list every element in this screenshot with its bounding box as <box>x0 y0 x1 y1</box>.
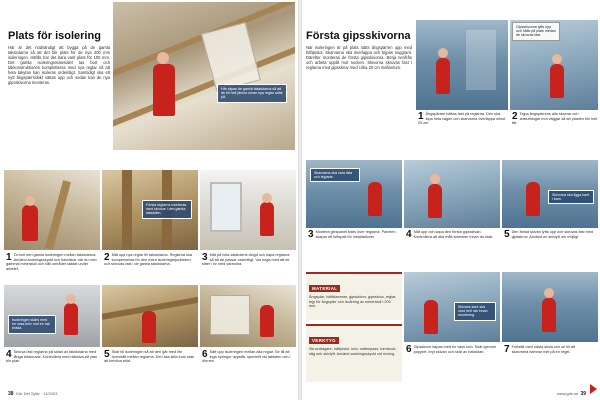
step-photo-5 <box>102 285 198 347</box>
material-sidebar <box>306 272 402 320</box>
next-page-arrow-icon <box>590 384 597 394</box>
right-step-3: 3 Montera glespanel tvärs över reglarna. Panelen skapar ett luftspalt för installationer. <box>308 229 396 240</box>
left-footer <box>8 391 57 397</box>
right-photo-1 <box>416 20 508 110</box>
step-photo-6 <box>200 285 296 347</box>
left-step-6: 6 Sätt upp isoleringen mellan alla reglar. Se till att inga springor uppstår, speciellt vid takfoten och i hörnen. <box>202 349 291 364</box>
right-step-callout-2: Skivorna ska ligga kant i kant. <box>548 190 594 204</box>
step-photo-2 <box>102 170 198 250</box>
right-footer-text: www.gds.se <box>556 391 579 396</box>
left-page-title: Plats för isolering <box>8 30 101 42</box>
right-step-6: 6 Gipsskivor kapas med en vass kniv. Skär igenom pappret, bryt skivan och skär av baksidan. <box>406 344 497 355</box>
right-photo-2 <box>510 20 598 110</box>
left-page-number: 38 <box>8 391 14 397</box>
left-step-5: 5 Skär till isoleringen så att den går med lite övermått mellan reglarna. Den ska sitta kvar utan att behöva stöd. <box>104 349 195 364</box>
left-page <box>0 0 298 400</box>
step-photo-1 <box>4 170 100 250</box>
material-heading: MATERIAL <box>309 285 340 292</box>
right-photo-5 <box>502 160 598 228</box>
step-callout-2: Isoleringen skärs med en vass kniv mot en rak bräda. <box>8 315 56 334</box>
step-callout-1: Första reglarna monteras med skruvar i den gamla takstolen. <box>142 200 192 219</box>
verktyg-heading: VERKTYG <box>309 337 339 344</box>
right-page-title: Första gipsskivorna <box>306 30 411 42</box>
right-photo-6 <box>404 272 500 342</box>
right-step-4: 4 Mät upp och kapa den första gipsskivan. Kontrollera att alla mått stämmer innan du skär. <box>406 229 494 240</box>
left-step-4: 4 Skruva fast reglarna på sidan av takstolarna med långa träskruvar. Kontrollera med rätskiva att ytan blir plan. <box>6 349 98 364</box>
right-step-callout-1: Skarvarna ska vara täta och tejpade. <box>310 168 360 182</box>
left-footer-text: Gör Det Själv · 11/2003 <box>15 391 58 396</box>
right-top-callout: Gipsskivorna lyfts upp och hålls på plats medan de skruvas fast. <box>512 22 560 41</box>
right-step-7: 7 Fortsätt med nästa skiva och se till att skarvarna hamnar mitt på en regel. <box>504 344 576 355</box>
right-footer <box>557 391 586 397</box>
verktyg-sidebar <box>306 324 402 382</box>
right-step-callout-3: Skivans kant ska vara helt rak innan montering. <box>454 302 496 321</box>
right-intro-text: När isoleringen är på plats sätts ångspärren upp med häftpistol. Skarvarna ska överlappa och tejpas noggrant. Därefter monteras de första gipsskivorna. Börja nerifrån och arbeta uppåt mot nocken. Skivorna skruvas fast i reglarna med gipsskruv med cirka 20 cm mellanrum. <box>306 45 412 70</box>
step-photo-3 <box>200 170 296 250</box>
verktyg-text: Skruvdragare, häftpistol, kniv, vattenpass, tumstock, såg och skivlyft. Använd andningsskydd vid rivning. <box>309 347 397 356</box>
right-page <box>302 0 600 400</box>
left-step-3: 3 Mät på hela takstolens längd och kapa reglarna så att de passar ordentligt. Var noga med att de sitter i liv med varandra. <box>202 252 290 267</box>
left-intro-text: Här är det nödvändigt att bygga på de gamla takstolarna så att det blir plats för de nya 200 mm isoleringen. Hittills har det bara varit plats för 100 mm. Det gamla isoleringsmaterialet tas bort och takkonstruktionen kompletteras med nya reglar så att hela takytan kan isoleras ordentligt. Samtidigt ska ett nytt ångspärrsskikt sättas upp och sedan kan de nya gipsskivorna monteras. <box>8 45 110 85</box>
left-step-1: 1 Ta bort den gamla isoleringen mellan takstolarna. Använd andningsskydd och handskar när du river gammal mineralull och håll området städat under arbetet. <box>6 252 97 271</box>
right-step-2: 2 Tejpa ångspärrens alla skarvar och anslutningar mot väggar så att plasten blir helt tät. <box>512 111 598 126</box>
hero-callout: Här slipas de gamla takstolarna så att de bli helt jämna innan nya reglar sätts på. <box>217 84 287 103</box>
right-photo-3 <box>306 160 402 228</box>
right-step-1: 1 Ångspärren häftas fast på reglarna. Den ska löpa hela vägen och skarvarna överlappa minst 20 cm. <box>418 111 506 126</box>
right-step-5: 5 Den första skivan lyfts upp och skruvas fast med gipsskruv. Använd en skivlyft om möjligt. <box>504 229 594 240</box>
left-step-2: 2 Mät upp nya reglar till takstolarna. Reglarna ska kompenseras för den extra isoleringstjockleken och skruvas fast i de gamla takstolarna. <box>104 252 192 267</box>
right-photo-4 <box>404 160 500 228</box>
right-page-number: 39 <box>580 391 586 397</box>
step-photo-4 <box>4 285 100 347</box>
right-photo-7 <box>502 272 598 342</box>
material-text: Ångspärr, häftklammer, gipsskivor, gipsskruv, reglar, tejp för ångspärr och isolering av mineralull i 200 mm. <box>309 295 397 308</box>
hero-photo <box>113 2 295 150</box>
